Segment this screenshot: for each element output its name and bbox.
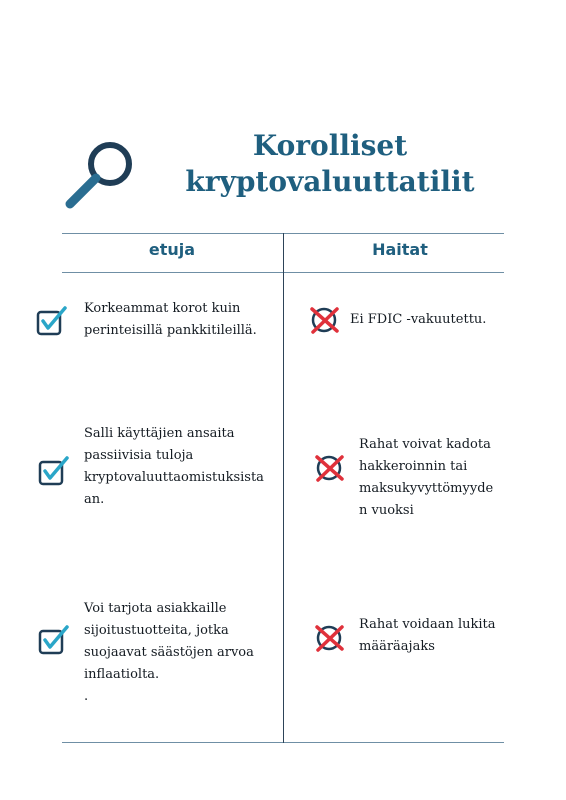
x-cross-icon (314, 622, 346, 654)
magnifier-icon (60, 138, 138, 212)
list-item: Salli käyttäjien ansaita passiivisia tuloja kryptovaluuttaomistuksista an. (84, 426, 264, 507)
x-cross-icon (314, 452, 346, 484)
title-line-2: kryptovaluuttatilit (185, 165, 475, 198)
list-item: Voi tarjota asiakkaille sijoitustuotteita, jotka suojaavat säästöjen arvoa inflaatiolta. . (84, 601, 254, 704)
checkbox-check-icon (38, 625, 70, 657)
list-item: Rahat voivat kadota hakkeroinnin tai maksukyvyttömyyde n vuoksi (359, 437, 494, 518)
list-item: Ei FDIC -vakuutettu. (350, 312, 487, 327)
x-cross-icon (309, 304, 341, 336)
title-line-1: Korolliset (252, 129, 408, 162)
list-item: Rahat voidaan lukita määräajaks (359, 617, 496, 654)
page-title (170, 128, 490, 200)
checkbox-check-icon (38, 456, 70, 488)
list-item: Korkeammat korot kuin perinteisillä pankkitileillä. (84, 301, 257, 338)
column-header-pros: etuja (148, 240, 196, 259)
column-divider (283, 233, 284, 743)
column-header-cons: Haitat (372, 240, 428, 259)
checkbox-check-icon (36, 306, 68, 338)
